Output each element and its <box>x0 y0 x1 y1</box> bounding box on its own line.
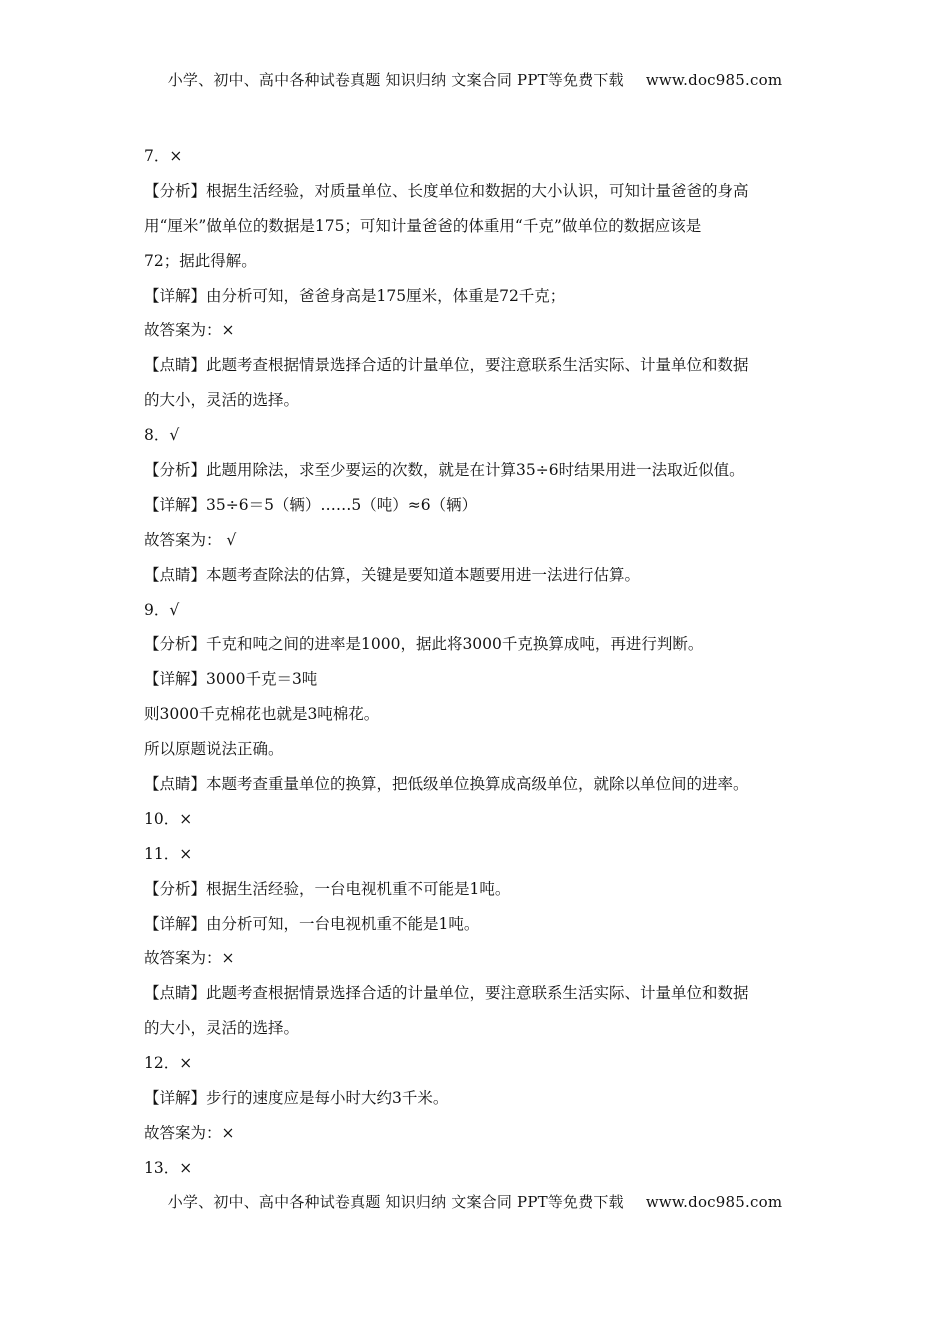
answer-7-heading: 7．× <box>144 147 183 165</box>
answer-9-detail-line-2: 则3000千克棉花也就是3吨棉花。 <box>144 705 380 724</box>
footer-text: 小学、初中、高中各种试卷真题 知识归纳 文案合同 PPT等免费下载 <box>167 1193 624 1211</box>
answer-9-heading: 9．√ <box>144 600 180 619</box>
answer-7-comment-line-1: 【点睛】此题考查根据情景选择合适的计量单位，要注意联系生活实际、计量单位和数据 <box>144 356 749 375</box>
answer-7-analysis-line-2: 用“厘米”做单位的数据是175；可知计量爸爸的体重用“千克”做单位的数据应该是 <box>144 216 702 235</box>
answer-7-analysis-line-1: 【分析】根据生活经验，对质量单位、长度单位和数据的大小认识，可知计量爸爸的身高 <box>144 181 749 200</box>
answer-9-conclusion: 所以原题说法正确。 <box>144 740 284 759</box>
answer-9-comment: 【点睛】本题考查重量单位的换算，把低级单位换算成高级单位，就除以单位间的进率。 <box>144 775 749 794</box>
answer-8-heading: 8．√ <box>144 426 180 445</box>
answer-9-detail: 【详解】3000千克＝3吨 <box>144 670 318 689</box>
answer-7-detail: 【详解】由分析可知，爸爸身高是175厘米，体重是72千克； <box>144 286 566 305</box>
answer-8-result: 故答案为： √ <box>144 530 237 549</box>
answer-11-result: 故答案为：× <box>144 949 235 968</box>
page-header <box>0 69 950 90</box>
answer-9-analysis: 【分析】千克和吨之间的进率是1000，据此将3000千克换算成吨，再进行判断。 <box>144 635 704 654</box>
answer-12-detail: 【详解】步行的速度应是每小时大约3千米。 <box>144 1089 449 1108</box>
answer-7-comment-line-2: 的大小，灵活的选择。 <box>144 391 300 410</box>
answer-11-comment-line-2: 的大小，灵活的选择。 <box>144 1019 300 1038</box>
header-text: 小学、初中、高中各种试卷真题 知识归纳 文案合同 PPT等免费下载 <box>167 71 624 89</box>
answer-8-analysis: 【分析】此题用除法，求至少要运的次数，就是在计算35÷6时结果用进一法取近似值。 <box>144 461 745 480</box>
answer-8-detail: 【详解】35÷6＝5（辆）……5（吨）≈6（辆） <box>144 495 478 514</box>
answer-7-analysis-line-3: 72；据此得解。 <box>144 251 257 270</box>
header-url: www.doc985.com <box>645 71 783 89</box>
page-footer <box>0 1191 950 1212</box>
answer-10-heading: 10．× <box>144 809 193 828</box>
footer-url: www.doc985.com <box>645 1193 783 1211</box>
answer-11-detail: 【详解】由分析可知，一台电视机重不能是1吨。 <box>144 914 480 933</box>
answer-11-comment-line-1: 【点睛】此题考查根据情景选择合适的计量单位，要注意联系生活实际、计量单位和数据 <box>144 984 749 1003</box>
answer-7-result: 故答案为：× <box>144 321 235 340</box>
answer-12-heading: 12．× <box>144 1054 193 1073</box>
answer-8-comment: 【点睛】本题考查除法的估算，关键是要知道本题要用进一法进行估算。 <box>144 565 641 584</box>
answer-13-heading: 13．× <box>144 1158 193 1177</box>
answer-11-analysis: 【分析】根据生活经验，一台电视机重不可能是1吨。 <box>144 879 511 898</box>
answer-content <box>144 143 812 1190</box>
answer-11-heading: 11．× <box>144 844 193 863</box>
answer-12-result: 故答案为：× <box>144 1123 235 1142</box>
